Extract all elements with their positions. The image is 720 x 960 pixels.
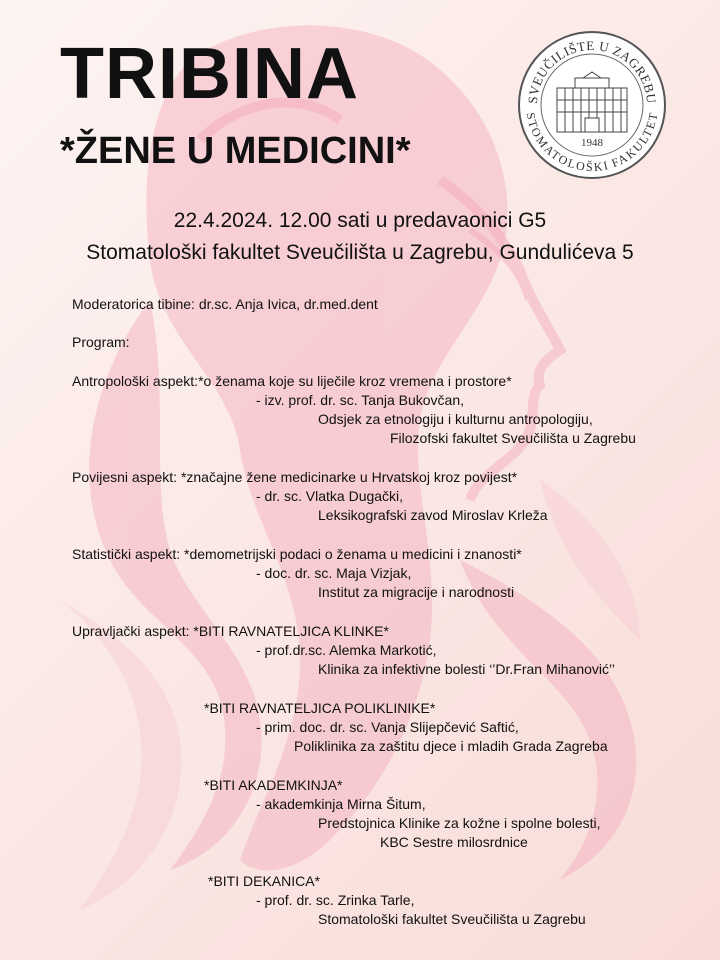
seal-bottom-text: STOMATOLOŠKI FAKULTET — [523, 111, 661, 174]
section-speaker: - prof. dr. sc. Zrinka Tarle, — [256, 892, 415, 908]
university-seal — [517, 30, 667, 180]
section-aspect: Povijesni aspekt: *značajne žene medicinarke u Hrvatskoj kroz povijest* — [72, 469, 518, 485]
page-title: TRIBINA — [60, 34, 359, 114]
section-aspect: *BITI DEKANICA* — [208, 873, 321, 889]
section-affiliation: Odsjek za etnologiju i kulturnu antropologiju, — [318, 411, 593, 427]
section-aspect: *BITI AKADEMKINJA* — [204, 777, 343, 793]
section-affiliation: Stomatološki fakultet Sveučilišta u Zagrebu — [318, 911, 586, 927]
section-affiliation: KBC Sestre milosrdnice — [380, 834, 528, 850]
page-subtitle: *ŽENE U MEDICINI* — [60, 130, 411, 172]
seal-top-text: SVEUČILIŠTE U ZAGREBU — [524, 37, 660, 105]
section-aspect: Antropološki aspekt:*o ženama koje su liječile kroz vremena i prostore* — [72, 373, 512, 389]
seal-year: 1948 — [581, 137, 603, 149]
section-speaker: - prof.dr.sc. Alemka Markotić, — [256, 642, 437, 658]
section-speaker: - dr. sc. Vlatka Dugački, — [256, 488, 404, 504]
section-affiliation: Filozofski fakultet Sveučilišta u Zagrebu — [390, 430, 636, 446]
section-speaker: - prim. doc. dr. sc. Vanja Slijepčević Saftić, — [256, 719, 519, 735]
section-affiliation: Leksikografski zavod Miroslav Krleža — [318, 507, 548, 523]
section-aspect: Statistički aspekt: *demometrijski podaci o ženama u medicini i znanosti* — [72, 546, 522, 562]
event-location-line: Stomatološki fakultet Sveučilišta u Zagrebu, Gundulićeva 5 — [86, 241, 634, 264]
section-affiliation: Poliklinika za zaštitu djece i mladih Grada Zagreba — [294, 738, 608, 754]
program-label: Program: — [72, 334, 130, 350]
section-affiliation: Klinika za infektivne bolesti ‘’Dr.Fran Mihanović’’ — [318, 661, 615, 677]
event-date-line: 22.4.2024. 12.00 sati u predavaonici G5 — [173, 209, 547, 232]
section-aspect: Upravljački aspekt: *BITI RAVNATELJICA KLINKE* — [72, 623, 389, 639]
section-speaker: - doc. dr. sc. Maja Vizjak, — [256, 565, 412, 581]
section-speaker: - akademkinja Mirna Šitum, — [256, 796, 426, 812]
section-affiliation: Predstojnica Klinike za kožne i spolne bolesti, — [318, 815, 601, 831]
section-aspect: *BITI RAVNATELJICA POLIKLINIKE* — [204, 700, 436, 716]
section-speaker: - izv. prof. dr. sc. Tanja Bukovčan, — [256, 392, 465, 408]
section-affiliation: Institut za migracije i narodnosti — [318, 584, 515, 600]
moderator-line: Moderatorica tibine: dr.sc. Anja Ivica, dr.med.dent — [72, 296, 378, 312]
